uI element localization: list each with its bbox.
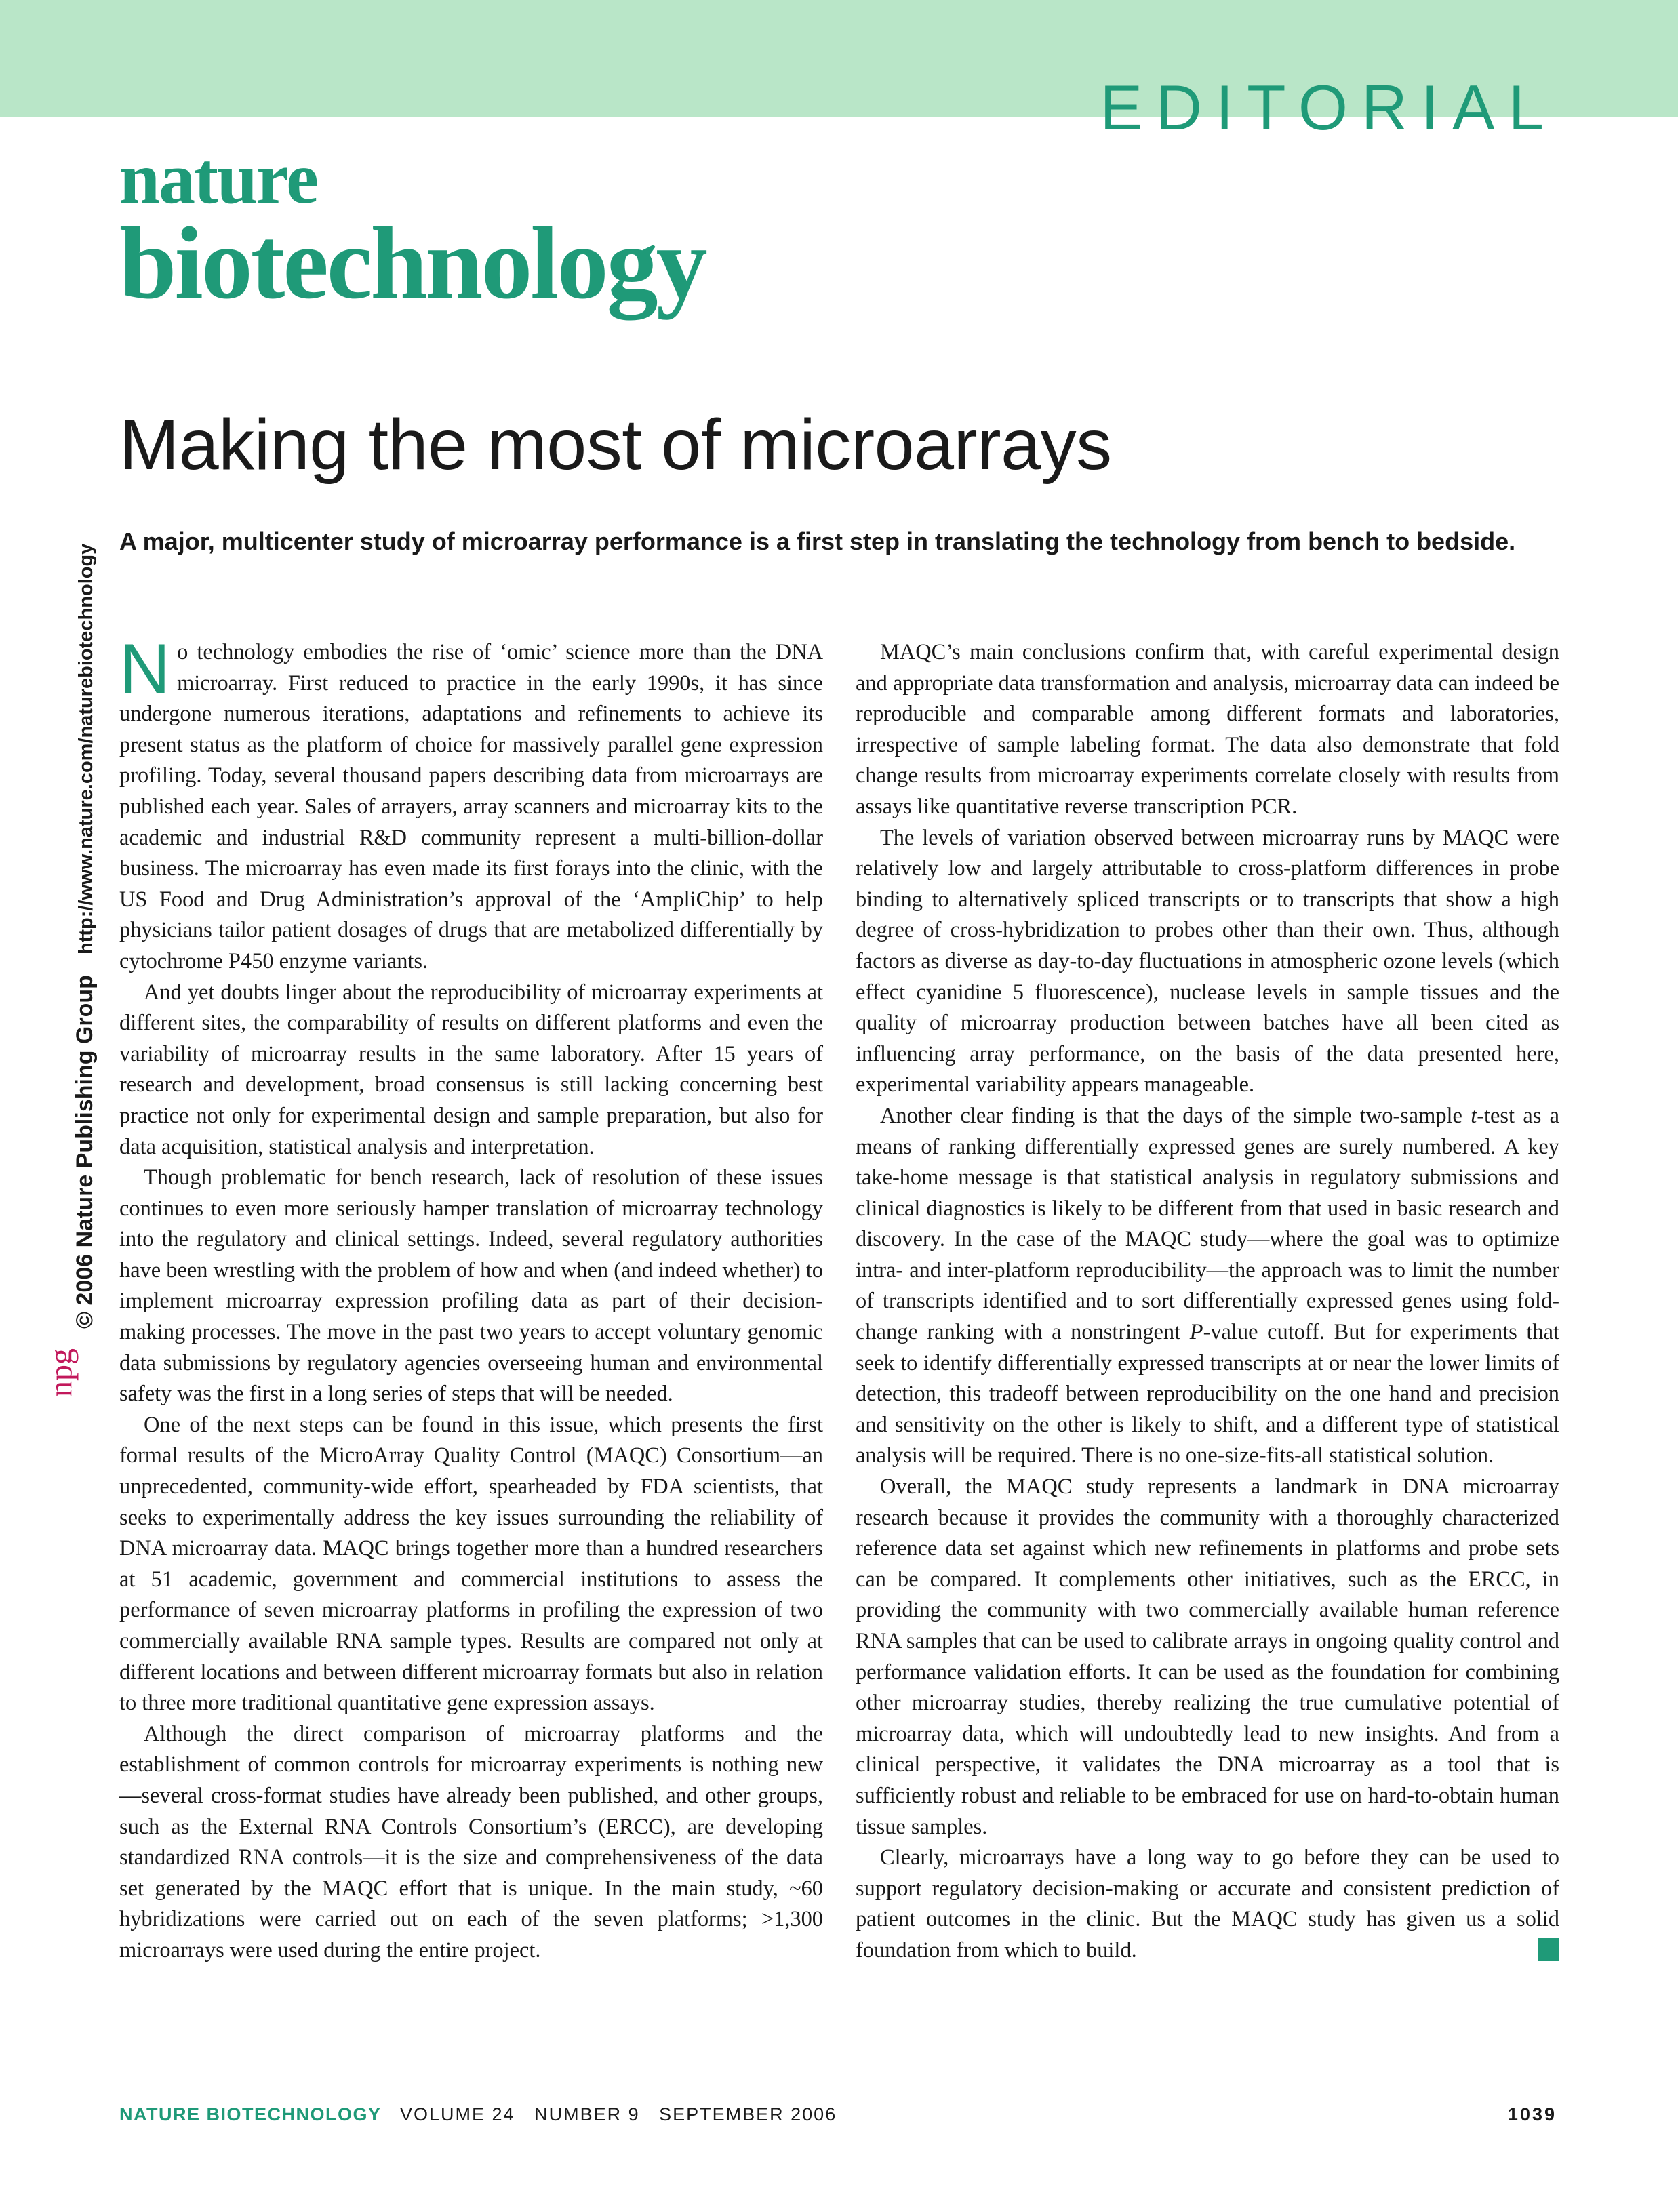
paragraph: And yet doubts linger about the reproducibility of microarray experiments at different sites, the comparability of results on different platforms and even the variability of microarray results in the same laboratory. After 15 years of research and development, broad consensus is still lacking concerning best practice not only for experimental design and sample preparation, but also for data acquisition, statistical analysis and interpretation. bbox=[119, 980, 823, 1159]
left-column bbox=[119, 630, 823, 1967]
paragraph: The levels of variation observed between microarray runs by MAQC were relatively low and largely attributable to cross-platform differences in probe binding to alternatively spliced transcripts or to transcripts that show a high degree of cross-hybridization to probes other than their own. Thus, although factors as diverse as day-to-day fluctuations in atmospheric ozone levels (which effect cyanidine 5 fluorescence), nuclease levels in sample tissues and the quality of microarray production between batches have all been cited as influencing array performance, on the basis of the data presented here, experimental variability appears manageable. bbox=[856, 825, 1559, 1098]
paragraph: One of the next steps can be found in this issue, which presents the first formal results of the MicroArray Quality Control (MAQC) Consortium—an unprecedented, community-wide effort, spearheaded by FDA scientists, that seeks to experimentally address the key issues surrounding the reliability of DNA microarray data. MAQC brings together more than a hundred researchers at 51 academic, government and commercial institutions to assess the performance of seven microarray platforms in profiling the expression of two commercially available RNA sample types. Results are compared not only at different locations and between different microarray formats but also in relation to three more traditional quantitative gene expression assays. bbox=[119, 1412, 823, 1716]
logo-line-nature: nature bbox=[119, 138, 318, 219]
section-label: EDITORIAL bbox=[1100, 72, 1557, 143]
article-standfirst: A major, multicenter study of microarray performance is a first step in translating the technology from bench to bedside. bbox=[119, 527, 1516, 555]
npg-logo-icon bbox=[41, 1335, 81, 1410]
paragraph-ttest bbox=[856, 1101, 1559, 1472]
footer-issue-info: VOLUME 24 NUMBER 9 SEPTEMBER 2006 bbox=[400, 2104, 837, 2125]
ttest-text-start: Another clear finding is that the days of the simple two-sample bbox=[880, 1103, 1471, 1128]
final-paragraph-text: Clearly, microarrays have a long way to go before they can be used to support regulatory decision-making or accurate and consistent prediction of patient outcomes in the clinic. But the MAQC study has given us a solid foundation from which to build. bbox=[856, 1845, 1559, 1963]
paragraph-1 bbox=[119, 630, 823, 978]
right-column bbox=[856, 637, 1574, 1967]
npg-logo-text: npg bbox=[43, 1348, 79, 1397]
ttest-text-middle: -test as a means of ranking differentially expressed genes are surely numbered. A key take-home message is that statistical analysis in regulatory submissions and clinical diagnostics is likely to be different from that used in basic research and discovery. In the case of the MAQC study—where the goal was to optimize intra- and inter-platform reproducibility—the approach was to limit the number of transcripts identified and to sort differentially expressed genes using fold-change ranking with a nonstringent bbox=[856, 1103, 1559, 1345]
paragraph: Although the direct comparison of microarray platforms and the establishment of common controls for microarray experiments is nothing new—several cross-format studies have already been published, and other groups, such as the External RNA Controls Consortium’s (ERCC), are developing standardized RNA controls—it is the size and comprehensiveness of the data set generated by the MAQC effort that is unique. In the main study, ~60 hybridizations were carried out on each of the seven platforms; >1,300 microarrays were used during the entire project. bbox=[119, 1721, 823, 1963]
copyright-notice: © 2006 Nature Publishing Group bbox=[72, 975, 98, 1329]
drop-cap: N bbox=[119, 630, 171, 708]
logo-line-biotechnology: biotechnology bbox=[119, 206, 706, 320]
paragraph: Though problematic for bench research, lack of resolution of these issues continues to even more seriously hamper translation of microarray technology into the regulatory and clinical settings. Indeed, several regulatory authorities have been wrestling with the problem of how and when (and indeed whether) to implement microarray expression profiling data as part of their decision-making processes. The move in the past two years to accept voluntary genomic data submissions by regulatory agencies overseeing human and environmental safety was the first in a long series of steps that will be needed. bbox=[119, 1165, 823, 1407]
end-mark-icon: b bbox=[1538, 1938, 1559, 1961]
journal-logo bbox=[119, 138, 706, 320]
page-number: 1039 bbox=[1507, 2104, 1557, 2125]
paragraph: MAQC’s main conclusions confirm that, with careful experimental design and appropriate data transformation and analysis, microarray data can indeed be reproducible and comparable among different formats and laboratories, irrespective of sample labeling format. The data also demonstrate that fold change results from microarray experiments correlate closely with results from assays like quantitative reverse transcription PCR. bbox=[856, 640, 1559, 819]
italic-p: P bbox=[1189, 1320, 1203, 1345]
article-title: Making the most of microarrays bbox=[119, 405, 1112, 485]
page-footer bbox=[119, 2104, 1557, 2125]
side-credit bbox=[73, 544, 96, 1329]
journal-url: http://www.nature.com/naturebiotechnology bbox=[75, 543, 97, 955]
paragraph: Overall, the MAQC study represents a landmark in DNA microarray research because it provides the community with a thoroughly characterized reference data set against which new refinements in platforms and probe sets can be compared. It complements other initiatives, such as the ERCC, in providing the community with two commercially available human reference RNA samples that can be used to calibrate arrays in ongoing quality control and performance validation efforts. It can be used as the foundation for combining other microarray studies, thereby realizing the true cumulative potential of microarray data, which will undoubtedly lead to new insights. And from a clinical perspective, it validates the DNA microarray as a tool that is sufficiently robust and reliable to be embraced for use on hard-to-obtain human tissue samples. bbox=[856, 1474, 1559, 1839]
italic-t: t bbox=[1471, 1103, 1477, 1128]
paragraph-1-text: o technology embodies the rise of ‘omic’ science more than the DNA microarray. First reduced to practice in the early 1990s, it has since undergone numerous iterations, adaptations and refinements to achieve its present status as the platform of choice for massively parallel gene expression profiling. Today, several thousand papers describing data from microarrays are published each year. Sales of arrayers, array scanners and microarray kits to the academic and industrial R&D community represent a multi-billion-dollar business. The microarray has even made its first forays into the clinic, with the US Food and Drug Administration’s approval of the ‘AmpliChip’ to help physicians tailor patient dosages of drugs that are metabolized differentially by cytochrome P450 enzyme variants. bbox=[119, 640, 823, 973]
ttest-text-end: -value cutoff. But for experiments that seek to identify differentially expressed transcripts at or near the lower limits of detection, this tradeoff between reproducibility on the one hand and precision and sensitivity on the other is likely to shift, and a different type of statistical analysis will be required. There is no one-size-fits-all statistical solution. bbox=[856, 1320, 1559, 1468]
paragraph-final bbox=[856, 1843, 1574, 1966]
footer-journal: NATURE BIOTECHNOLOGY bbox=[119, 2104, 382, 2125]
